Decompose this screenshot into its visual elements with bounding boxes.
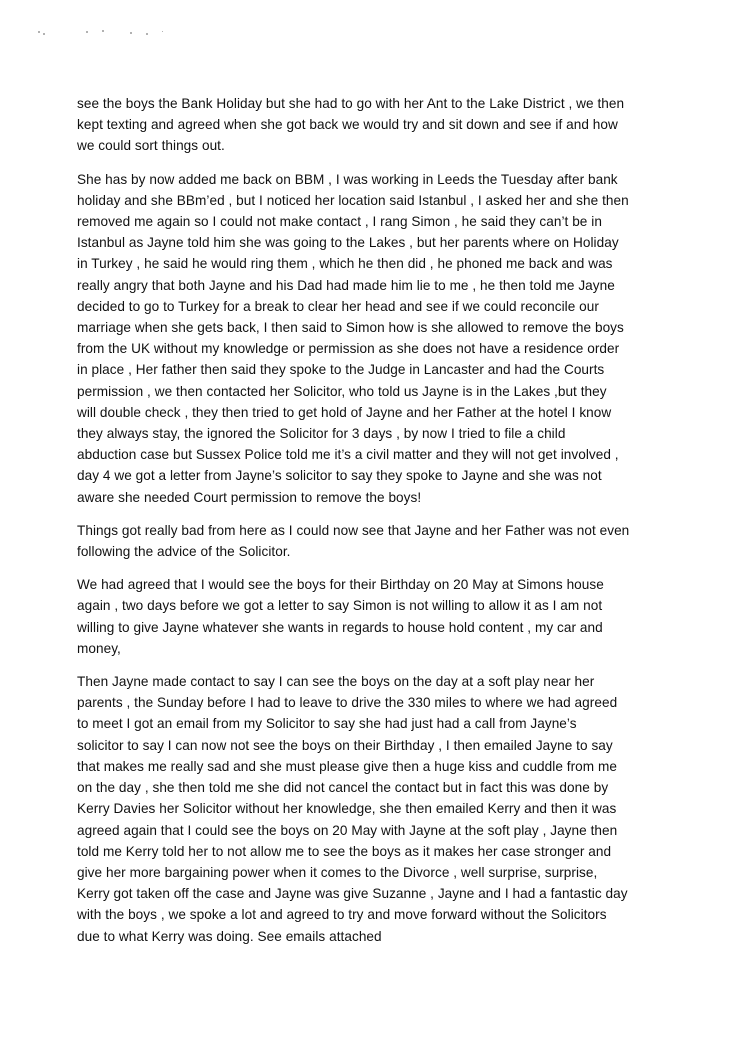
text-line: solicitor to say I can now not see the boys on their Birthday , I then emailed Jayne to say xyxy=(77,737,613,753)
text-line: parents , the Sunday before I had to leave to drive the 330 miles to where we had agreed xyxy=(77,695,618,711)
text-line: in place , Her father then said they spoke to the Judge in Lancaster and had the Courts xyxy=(77,362,605,378)
text-line: really angry that both Jayne and his Dad had made him lie to me , he then told me Jayne xyxy=(77,277,615,293)
text-line: removed me again so I could not make contact , I rang Simon , he said they can’t be in xyxy=(77,214,602,230)
text-line: following the advice of the Solicitor. xyxy=(77,544,291,560)
text-line: Kerry got taken off the case and Jayne was give Suzanne , Jayne and I had a fantastic day xyxy=(77,886,628,902)
text-line: that makes me really sad and she must please give then a huge kiss and cuddle from me xyxy=(77,758,617,774)
text-line: permission , we then contacted her Solicitor, who told us Jayne is in the Lakes ,but they xyxy=(77,383,607,399)
paragraph xyxy=(77,574,697,659)
text-line: kept texting and agreed when she got back we would try and sit down and see if and how xyxy=(77,117,618,133)
scan-specks xyxy=(38,28,178,40)
text-line: in Turkey , he said he would ring them , which he then did , he phoned me back and was xyxy=(77,256,613,272)
text-line: Then Jayne made contact to say I can see the boys on the day at a soft play near her xyxy=(77,674,595,690)
scan-speck xyxy=(43,33,45,35)
scan-speck xyxy=(102,30,104,32)
text-line: abduction case but Sussex Police told me it’s a civil matter and they will not get involved , xyxy=(77,447,619,463)
text-line: decided to go to Turkey for a break to clear her head and see if we could reconcile our xyxy=(77,298,599,314)
paragraph xyxy=(77,169,697,508)
text-line: on the day , she then told me she did not cancel the contact but in fact this was done by xyxy=(77,780,609,796)
text-line: money, xyxy=(77,640,121,656)
paragraph xyxy=(77,520,697,562)
text-line: She has by now added me back on BBM , I was working in Leeds the Tuesday after bank xyxy=(77,171,618,187)
text-line: Things got really bad from here as I could now see that Jayne and her Father was not even xyxy=(77,522,630,538)
text-line: Istanbul as Jayne told him she was going to the Lakes , but her parents where on Holiday xyxy=(77,235,619,251)
text-line: willing to give Jayne whatever she wants in regards to house hold content , my car and xyxy=(77,619,603,635)
scan-speck xyxy=(38,31,40,33)
text-line: will double check , they then tried to get hold of Jayne and her Father at the hotel I know xyxy=(77,404,612,420)
scan-speck xyxy=(146,33,148,35)
text-line: holiday and she BBm’ed , but I noticed her location said Istanbul , I asked her and she then xyxy=(77,192,629,208)
scan-speck xyxy=(162,31,163,32)
text-line: we could sort things out. xyxy=(77,138,225,154)
text-line: they always stay, the ignored the Solicitor for 3 days , by now I tried to file a child xyxy=(77,426,566,442)
text-line: told me Kerry told her to not allow me to see the boys as it makes her case stronger and xyxy=(77,843,612,859)
text-line: We had agreed that I would see the boys for their Birthday on 20 May at Simons house xyxy=(77,577,604,593)
text-line: give her more bargaining power when it comes to the Divorce , well surprise, surprise, xyxy=(77,864,598,880)
paragraph xyxy=(77,93,697,157)
text-line: day 4 we got a letter from Jayne’s solicitor to say they spoke to Jayne and she was not xyxy=(77,468,602,484)
text-line: to meet I got an email from my Solicitor to say she had just had a call from Jayne’s xyxy=(77,716,577,732)
letter-body xyxy=(77,93,697,959)
text-line: with the boys , we spoke a lot and agreed to try and move forward without the Solicitors xyxy=(77,907,607,923)
paragraph xyxy=(77,671,697,947)
text-line: aware she needed Court permission to remove the boys! xyxy=(77,489,422,505)
text-line: from the UK without my knowledge or permission as she does not have a residence order xyxy=(77,341,620,357)
text-line: due to what Kerry was doing. See emails attached xyxy=(77,928,382,944)
text-line: marriage when she gets back, I then said to Simon how is she allowed to remove the boys xyxy=(77,320,624,336)
text-line: see the boys the Bank Holiday but she had to go with her Ant to the Lake District , we then xyxy=(77,96,625,111)
text-line: Kerry Davies her Solicitor without her knowledge, she then emailed Kerry and then it was xyxy=(77,801,617,817)
scan-speck xyxy=(130,32,132,34)
text-line: again , two days before we got a letter to say Simon is not willing to allow it as I am not xyxy=(77,598,603,614)
scan-speck xyxy=(86,31,88,33)
text-line: agreed again that I could see the boys on 20 May with Jayne at the soft play , Jayne then xyxy=(77,822,618,838)
